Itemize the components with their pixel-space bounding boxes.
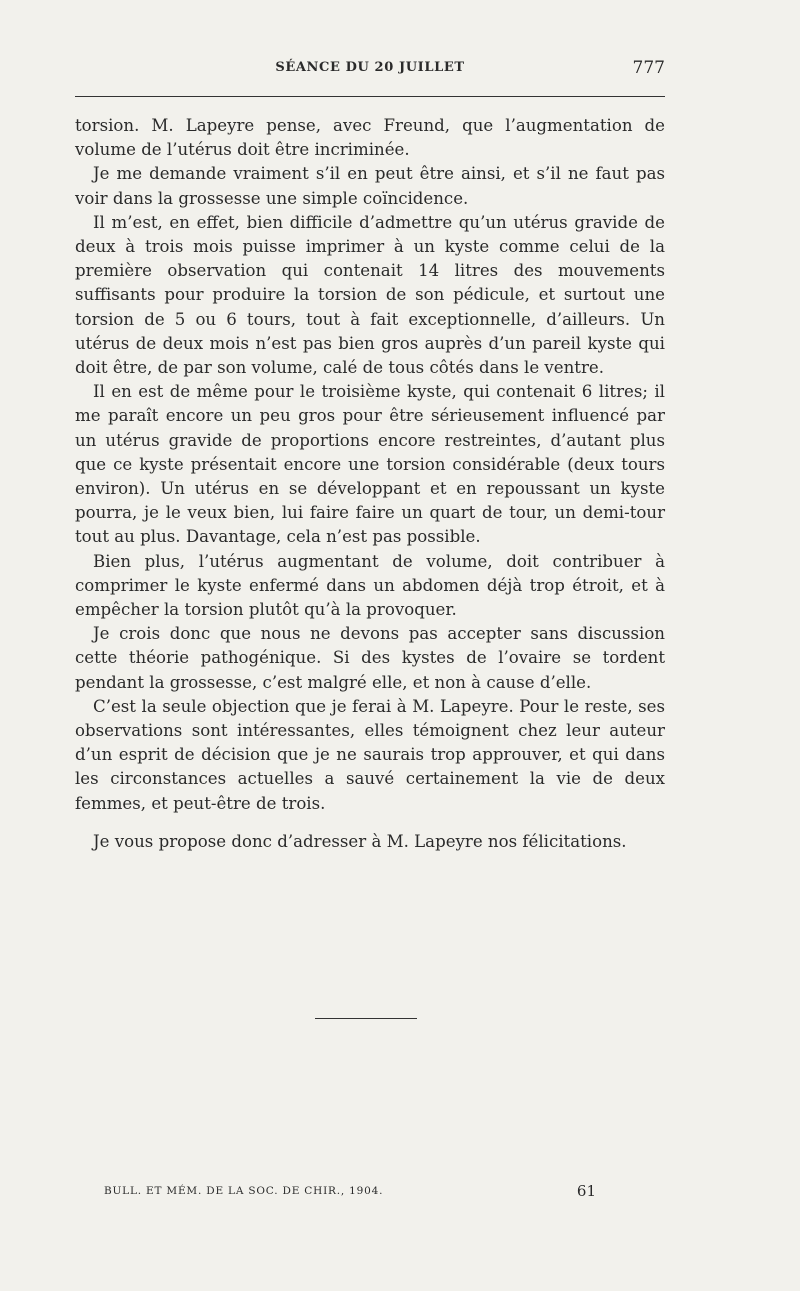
paragraph: Il m’est, en effet, bien difficile d’admettre qu’un utérus gravide de deux à trois mois puisse imprimer à un kyste comme celui de la première observation qui contenait 14 litres des mouvements suffisants pour produire la torsion de son pédicule, et surtout une torsion de 5 ou 6 tours, tout à fait exceptionnelle, d’ailleurs. Un utérus de deux mois n’est pas bien gros auprès d’un pareil kyste qui doit être, de par son volume, calé de tous côtés dans le ventre.	[75, 212, 665, 378]
running-title: SÉANCE DU 20 JUILLET	[275, 60, 465, 75]
closing-paragraph: Je vous propose donc d’adresser à M. Lapeyre nos félicitations.	[93, 831, 627, 851]
paragraph: torsion. M. Lapeyre pense, avec Freund, que l’augmentation de volume de l’utérus doit être incriminée.	[75, 116, 665, 160]
signature-mark: 61	[576, 1182, 596, 1200]
footer-citation: BULL. ET MÉM. DE LA SOC. DE CHIR., 1904.	[104, 1185, 384, 1197]
body-text	[75, 114, 665, 854]
paragraph: Je crois donc que nous ne devons pas accepter sans discussion cette théorie pathogénique. Si des kystes de l’ovaire se tordent pendant la grossesse, c’est malgré elle, et non à cause d’elle.	[75, 624, 665, 692]
paragraph: C’est la seule objection que je ferai à M. Lapeyre. Pour le reste, ses observations sont intéressantes, elles témoignent chez leur auteur d’un esprit de décision que je ne saurais trop approuver, et qui dans les circonstances actuelles a sauvé certainement la vie de deux femmes, et peut-être de trois.	[75, 696, 665, 813]
running-header	[75, 58, 665, 82]
page-number: 777	[632, 58, 665, 78]
paragraph: Il en est de même pour le troisième kyste, qui contenait 6 litres; il me paraît encore un peu gros pour être sérieusement influencé par un utérus gravide de proportions encore restreintes, d’autant plus que ce kyste présentait encore une torsion considérable (deux tours environ). Un utérus en se développant et en repoussant un kyste pourra, je le veux bien, lui faire faire un quart de tour, un demi-tour tout au plus. Davantage, cela n’est pas possible.	[75, 382, 665, 547]
section-end-rule	[315, 1018, 417, 1019]
paragraph: Je me demande vraiment s’il en peut être ainsi, et s’il ne faut pas voir dans la grossesse une simple coïncidence.	[75, 164, 665, 208]
page-footer	[104, 1182, 604, 1204]
header-rule	[75, 96, 665, 97]
paragraph: Bien plus, l’utérus augmentant de volume, doit contribuer à comprimer le kyste enfermé dans un abdomen déjà trop étroit, et à empêcher la torsion plutôt qu’à la provoquer.	[75, 551, 665, 620]
